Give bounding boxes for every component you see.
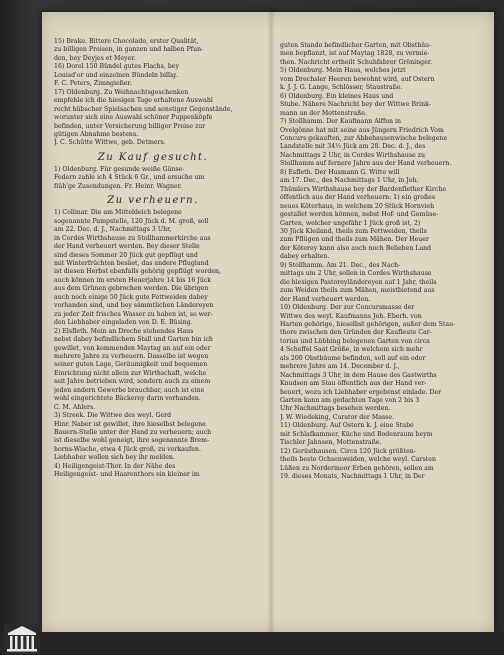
text-line: Uhr Nachmittags besehen werden. [280,405,391,413]
text-line: 2) Elsfleth. Mein an Dreche stehendes Haus [54,327,194,335]
text-line: Garten, welcher ungefähr 1 Jück groß ist, 2) [280,219,421,227]
text-line: vorhanden sind, und bey sämmtlichen Ländereyen [54,302,214,310]
text-line: 9) Stollhamm. Am 21. Dec., des Nach- [280,261,401,269]
text-line: seit Jahre betrieben wird, sondern auch zu einem [54,378,211,386]
text-line: horns-Wische, etwa 4 Jück groß, zu verkaufen. [54,445,201,453]
text-line: 30 Jück Kleiland, theils zum Fettweiden, theils [280,227,427,235]
text-line: Stube. Nähere Nachricht bey der Wittwe Brink- [280,101,431,109]
text-line: Lüßen zu Nordermoor Erben gehören, sollen am [280,464,434,472]
section-heading: Zu Kauf gesucht. [97,151,209,163]
text-line: öffentlich aus der Hand verheuern: 1) ein großes [280,194,436,202]
text-line: jeden andern Gewerbe brauchbar, auch ist eine [54,386,205,394]
text-line: mit Winterfrüchten besäet, das andere Pflugland [54,259,209,267]
viewer-footer [0,632,504,655]
text-line: C. M. Ahlers. [54,403,96,411]
text-line: F. C. Peters, Zimngießer. [54,80,132,88]
text-line: als 200 Obstbäume befinden, soll auf ein oder [280,354,426,362]
text-line: J. C. Schütte Wittwe, geb. Detmers. [54,139,166,147]
text-line: mit Schlafkammer, Küche und Bodenraum beym [280,430,433,438]
text-line: die hiesigen Pastoreyländereyen auf 1 Jahr, theils [280,278,437,286]
text-line: Knudsen am Stau öffentlich aus der Hand ver- [280,380,427,388]
text-line: gütigen Abnahme bestens. [54,130,139,138]
text-line: seiner guten Lage, Geräumigkeit und bequemen [54,361,208,369]
text-line: befinden, unter Versicherung billiger Preise zur [54,122,206,130]
text-line: mann an der Mottenstraße. [280,109,367,117]
text-line: worunter sich eine Auswahl schöner Puppenköpfe [54,114,213,122]
text-line: gewillet, von kommenden Maytag an auf ein oder [54,344,211,352]
text-line: recht hübscher Spielsachen und sonstiger Gegenstände, [54,105,233,113]
text-line: zu jeder Zeit frisches Wasser zu haben ist, so wer- [54,310,213,318]
text-line: 6) Oldenburg. Ein kleines Haus und [280,92,394,100]
text-line: 19. dieses Monats, Nachmittags 1 Uhr, in Der [280,473,425,481]
text-line: Concurs gekauften, zur Abbehausenwische belegene [280,134,448,142]
text-line: gestallet werden können, nebst Hof- und Gemüse- [280,211,439,219]
text-line: 1) Collmar. Die am Mitteldeich belegene [54,209,182,217]
text-line: ist diesen Herbst ebenfalls gehörig gepflügt worden, [54,268,221,276]
text-line: Stollhamm auf fernere Jahre aus der Hand verheuern. [280,160,452,168]
text-line: 12) Gerüsthausen. Circa 120 Jück größten- [280,447,416,455]
text-line: sind dieses Sommer 20 Jück gut gepflügt und [54,251,198,259]
text-line: guten Stande befindlicher Garten, mit Obstbäu- [280,42,432,49]
text-line: Garten kann am gedachten Tage von 2 bis 3 [280,397,420,405]
text-line: empfehle ich die hiesigen Tage erhaltene Auswahl [54,97,213,105]
column-gutter [267,12,275,632]
text-line: vom Drechsler Heeren bewohnt wird, auf Ostern [280,75,435,83]
text-line: Heiligengeist- und Haarenthors ein kleiner im [54,471,200,479]
text-line: auch können im ersten Heuerjahre 14 bis 16 Jück [54,276,212,284]
text-line: sogenannte Pampstelle, 120 Jück d. M. groß, soll [54,217,209,225]
text-line: Nachmittags 2 Uhr, in Cordes Wirthshause zu [280,151,425,159]
right-column [280,42,484,482]
text-line: der Hand verheuert werden. [280,295,371,303]
text-line: zum Weiden theils zum Mähen, meistbietend aus [280,287,435,295]
text-line: nebst dabey befindlichem Stall und Garten bin ich [54,336,213,344]
text-line: mittags um 2 Uhr, sollen in Cordes Wirthshause [280,270,432,278]
text-line: 11) Oldenburg. Auf Ostern k. J. eine Stube [280,422,414,430]
text-line: 4) Heiligengeist-Thor. In der Nähe des [54,462,176,470]
text-line: den, bey Deyjes et Meyer. [54,54,136,62]
text-line: Tischler Jahnsen, Mottenstraße. [280,439,382,447]
text-line: 8) Esfleth. Der Husmann G. Witte will [280,168,400,176]
text-line: Einrichtung nicht allein zur Wirthschaft, welche [54,369,207,377]
text-line: Nachmittags 3 Uhr, in dem Hause des Gastwirths [280,371,437,379]
text-line: in Cordes Wirthshause zu Stollhammerkirche aus [54,234,211,242]
text-line: Louisd'or und einzelnen Bündeln billig. [54,71,178,79]
text-line: 15) Brake. Bittere Chocolade, erster Qualität, [54,38,199,45]
text-line: J. W. Wiedeking, Curator der Masse. [280,413,395,421]
text-line: theils beste Ochsenweiden, welche weyl. Carsten [280,456,436,464]
text-line: Harten gehörige, hieselbst gehörigen, außer dem Stau- [280,320,456,328]
text-line: zu billigen Preisen, in ganzen und halben Pfun- [54,46,204,54]
text-line: 1) Oldenburg. Für gesunde weiße Gänse- [54,165,185,173]
text-line: fiüh'ge Zusendungen. Fr. Heinr. Wagner. [54,182,182,190]
text-line: mehrere Jahre zu verheuern. Dasselbe ist wegen [54,352,209,360]
text-line: torius und Lübbing belegenen Garten von circa [280,337,430,345]
text-line: thore zwischen den Gründen der Kaufleute Car- [280,329,432,337]
text-line: heuert, wozu ich Liebhaber ergebenst einlade. Der [280,388,442,396]
building-facade-icon [4,624,40,654]
text-line: 10) Oldenburg. Der zur Concursmasse der [280,304,415,312]
text-line: am 22. Dec. d. J., Nachmittags 3 Uhr, [54,226,172,234]
text-line: der Köterey kann also auch noch Belieben Land [280,244,432,252]
newspaper-page [42,12,494,632]
text-line: Landstelle mit 34½ Jück am 28. Dec. d. J., des [280,143,426,151]
text-line: der Hand verheuert werden. Bey dieser Stelle [54,243,200,251]
text-line: wohl eingerichtete Bäckerey darin vorhanden. [54,395,201,403]
text-line: 3) Streek. Die Wittwe des weyl. Gerd [54,412,172,420]
text-line: dabey erhalten. [280,253,330,261]
section-heading: Zu verheuern. [107,195,199,207]
text-line: Thümlers Wirthshause bey der Bardenflether Kirche [280,185,447,193]
text-line: 17) Oldenburg. Zu Weihnachtsgeschenken [54,88,189,96]
text-line: Hinr. Naber ist gewillet, ihre hieselbst belegene [54,420,206,428]
text-line: Bauern-Stelle unter der Hand zu verheuern; auch [54,429,212,437]
text-line: Federn zahle ich 4 Stück 6 Gr., und ersuche um [54,174,205,182]
text-line: zum Pflügen und theils zum Mähen. Der Heuer [280,236,429,244]
text-line: 16) Dorel 150 Bündel gutes Flachs, bey [54,63,180,71]
text-line: ist dieselbe wohl geneigt, ihre sogenannte Brem- [54,437,210,445]
text-line: 4 Scheffel Saat Größe, in welchem sich mehr [280,346,423,354]
text-line: den Liebhaber eingeladen von D. E. Büsing. [54,319,193,327]
text-line: Ovelgönne hat mit seine aus Jüngern Friedrich Vom [280,126,444,134]
text-line: Liebhaber wollen sich bey ihr melden. [54,454,175,462]
text-line: am 17. Dec., des Nachmittags 1 Uhr, in Joh. [280,177,419,185]
text-line: Wittwe des weyl. Kaufmanns Joh. Eberh. von [280,312,422,320]
text-line: then. Nachricht ertheilt Schuhfabrer Gröninger. [280,58,433,66]
text-line: men bepflanzt, ist auf Maytag 1828, zu vermie- [280,50,430,58]
text-line: neues Köterhaus, in welchem 20 Stück Hornvieh [280,202,435,210]
text-line: mehrere Jahre am 14. December d. J., [280,363,400,371]
text-line: 7) Stollhamm. Der Kaufmann Alffen in [280,118,402,126]
text-line: 5) Oldenburg. Mein Haus, welches jetzt [280,67,406,75]
text-line: aus dem Grünen gebrochen werden. Die übrigen [54,285,209,293]
left-column [54,38,252,480]
text-line: auch noch einige 50 Jück gute Fettweiden dabey [54,293,208,301]
text-line: k. J. J. G. Lange, Schlösser, Staustraße. [280,84,403,92]
